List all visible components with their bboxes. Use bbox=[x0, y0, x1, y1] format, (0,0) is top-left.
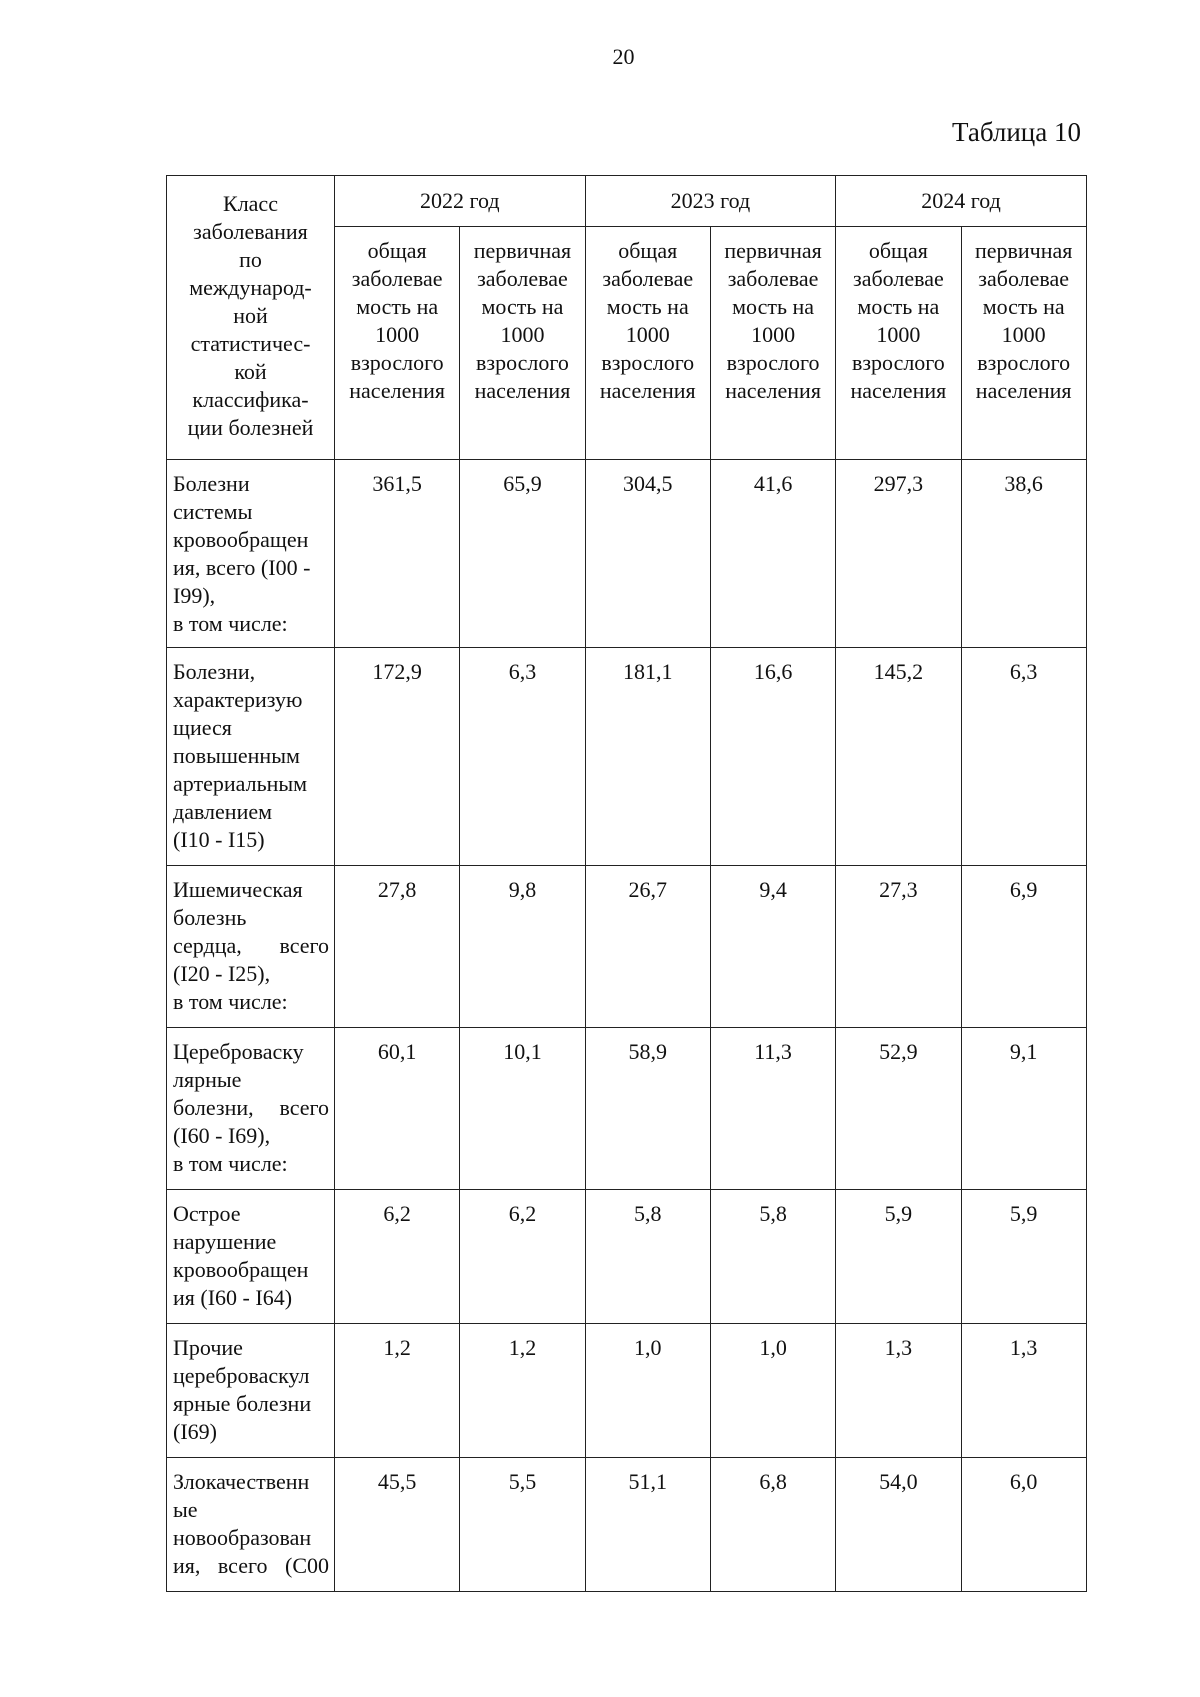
value-cell: 38,6 bbox=[961, 460, 1086, 648]
subheader-line: заболевае bbox=[477, 266, 568, 291]
subheader-primary bbox=[710, 227, 835, 460]
value-cell: 1,3 bbox=[836, 1324, 961, 1458]
row-label-line: новообразован bbox=[173, 1525, 312, 1550]
row-label bbox=[167, 1324, 335, 1458]
row-label-line: повышенным bbox=[173, 743, 300, 768]
subheader-line: взрослого bbox=[601, 350, 695, 375]
subheader-line: первичная bbox=[974, 238, 1073, 263]
year-header-2023: 2023 год bbox=[585, 176, 836, 227]
subheader-primary bbox=[460, 227, 585, 460]
row-label-line: в том числе: bbox=[173, 611, 288, 636]
value-cell: 65,9 bbox=[460, 460, 585, 648]
row-label-line: I99), bbox=[173, 583, 216, 608]
value-cell: 6,2 bbox=[335, 1190, 460, 1324]
table-row bbox=[167, 1190, 1087, 1324]
subheader-line: 1000 bbox=[876, 322, 921, 347]
row-label-line: в том числе: bbox=[173, 1151, 288, 1176]
row-label bbox=[167, 866, 335, 1028]
table-row bbox=[167, 460, 1087, 648]
value-cell: 58,9 bbox=[585, 1028, 710, 1190]
row-label bbox=[167, 1028, 335, 1190]
row-label-line: Болезни, bbox=[173, 659, 256, 684]
subheader-line: населения bbox=[599, 378, 696, 403]
year-header-2024: 2024 год bbox=[836, 176, 1087, 227]
subheader-line: мость на bbox=[481, 294, 564, 319]
row-label-line: Прочие bbox=[173, 1335, 243, 1360]
subheader-line: заболевае bbox=[978, 266, 1070, 291]
row-label-line: ярные болезни bbox=[173, 1391, 312, 1416]
value-cell: 26,7 bbox=[585, 866, 710, 1028]
value-cell: 297,3 bbox=[836, 460, 961, 648]
subheader-line: взрослого bbox=[476, 350, 569, 375]
value-cell: 5,8 bbox=[710, 1190, 835, 1324]
value-cell: 45,5 bbox=[335, 1458, 460, 1592]
class-header-line: статистичес- bbox=[190, 331, 311, 356]
row-label-line: болезнь bbox=[173, 905, 247, 930]
row-label-line: (I69) bbox=[173, 1419, 217, 1444]
value-cell: 51,1 bbox=[585, 1458, 710, 1592]
subheader-line: 1000 bbox=[1001, 322, 1046, 347]
subheader-line: 1000 bbox=[375, 322, 420, 347]
value-cell: 1,2 bbox=[335, 1324, 460, 1458]
table-row bbox=[167, 1324, 1087, 1458]
subheader-line: заболевае bbox=[853, 266, 944, 291]
row-label-line: нарушение bbox=[173, 1229, 277, 1254]
row-label-line: (I10 - I15) bbox=[173, 827, 265, 852]
class-header-line: ции болезней bbox=[187, 415, 314, 440]
value-cell: 9,4 bbox=[710, 866, 835, 1028]
subheader-line: заболевае bbox=[351, 266, 443, 291]
row-label bbox=[167, 1458, 335, 1592]
subheader-line: 1000 bbox=[500, 322, 545, 347]
subheader-line: общая bbox=[618, 238, 678, 263]
value-cell: 1,2 bbox=[460, 1324, 585, 1458]
table-row bbox=[167, 1028, 1087, 1190]
value-cell: 6,2 bbox=[460, 1190, 585, 1324]
subheader-line: 1000 bbox=[625, 322, 670, 347]
year-header-2022: 2022 год bbox=[335, 176, 586, 227]
value-cell: 145,2 bbox=[836, 648, 961, 866]
row-label-line: ия (I60 - I64) bbox=[173, 1285, 293, 1310]
value-cell: 304,5 bbox=[585, 460, 710, 648]
row-label-line: ия, всего (I00 - bbox=[173, 555, 311, 580]
subheader-general bbox=[585, 227, 710, 460]
row-label-line: кровообращен bbox=[173, 527, 309, 552]
row-label-line: щиеся bbox=[173, 715, 232, 740]
header-row-years bbox=[167, 176, 1087, 227]
class-header-line: ной bbox=[233, 303, 268, 328]
subheader-line: населения bbox=[349, 378, 446, 403]
subheader-line: заболевае bbox=[602, 266, 694, 291]
subheader-line: 1000 bbox=[751, 322, 796, 347]
value-cell: 6,0 bbox=[961, 1458, 1086, 1592]
class-header-line: заболевания bbox=[193, 219, 308, 244]
row-label-line: ые bbox=[173, 1497, 198, 1522]
value-cell: 172,9 bbox=[335, 648, 460, 866]
morbidity-table bbox=[166, 175, 1087, 1592]
value-cell: 5,5 bbox=[460, 1458, 585, 1592]
table-row bbox=[167, 866, 1087, 1028]
value-cell: 6,9 bbox=[961, 866, 1086, 1028]
subheader-line: общая bbox=[367, 238, 427, 263]
subheader-line: мость на bbox=[356, 294, 439, 319]
value-cell: 27,3 bbox=[836, 866, 961, 1028]
class-header-line: кой bbox=[234, 359, 267, 384]
class-header-line: международ- bbox=[189, 275, 312, 300]
table-row bbox=[167, 1458, 1087, 1592]
row-label-line: Острое bbox=[173, 1201, 241, 1226]
value-cell: 27,8 bbox=[335, 866, 460, 1028]
row-label-line: Цереброваску bbox=[173, 1039, 304, 1064]
subheader-primary bbox=[961, 227, 1086, 460]
subheader-general bbox=[335, 227, 460, 460]
subheader-line: взрослого bbox=[726, 350, 820, 375]
subheader-line: мость на bbox=[982, 294, 1065, 319]
value-cell: 361,5 bbox=[335, 460, 460, 648]
value-cell: 16,6 bbox=[710, 648, 835, 866]
row-label-line: ия, всего (С00 bbox=[173, 1553, 329, 1578]
row-label-line: цереброваскул bbox=[173, 1363, 310, 1388]
subheader-line: мость на bbox=[857, 294, 940, 319]
subheader-line: общая bbox=[868, 238, 928, 263]
row-label-line: лярные bbox=[173, 1067, 242, 1092]
row-label-line: характеризую bbox=[173, 687, 303, 712]
table-body bbox=[167, 460, 1087, 1592]
page-number: 20 bbox=[612, 44, 635, 69]
class-header-cell bbox=[167, 176, 335, 460]
subheader-line: населения bbox=[725, 378, 821, 403]
subheader-line: населения bbox=[975, 378, 1072, 403]
class-header-line: по bbox=[239, 247, 262, 272]
subheader-line: взрослого bbox=[851, 350, 945, 375]
value-cell: 5,9 bbox=[961, 1190, 1086, 1324]
value-cell: 9,1 bbox=[961, 1028, 1086, 1190]
row-label bbox=[167, 1190, 335, 1324]
value-cell: 41,6 bbox=[710, 460, 835, 648]
subheader-line: взрослого bbox=[350, 350, 444, 375]
table-row bbox=[167, 648, 1087, 866]
value-cell: 11,3 bbox=[710, 1028, 835, 1190]
subheader-line: населения bbox=[474, 378, 571, 403]
subheader-general bbox=[836, 227, 961, 460]
subheader-line: первичная bbox=[724, 238, 822, 263]
row-label-line: (I20 - I25), bbox=[173, 961, 271, 986]
subheader-line: первичная bbox=[473, 238, 572, 263]
value-cell: 5,8 bbox=[585, 1190, 710, 1324]
row-label-line: (I60 - I69), bbox=[173, 1123, 271, 1148]
value-cell: 1,0 bbox=[585, 1324, 710, 1458]
row-label-line: Ишемическая bbox=[173, 877, 303, 902]
value-cell: 9,8 bbox=[460, 866, 585, 1028]
value-cell: 54,0 bbox=[836, 1458, 961, 1592]
row-label-line: кровообращен bbox=[173, 1257, 309, 1282]
table-caption: Таблица 10 bbox=[952, 117, 1081, 147]
row-label-line: болезни, всего bbox=[173, 1095, 329, 1120]
row-label-line: в том числе: bbox=[173, 989, 288, 1014]
row-label-line: системы bbox=[173, 499, 253, 524]
row-label bbox=[167, 648, 335, 866]
class-header-line: классифика- bbox=[192, 387, 309, 412]
value-cell: 1,3 bbox=[961, 1324, 1086, 1458]
subheader-line: заболевае bbox=[727, 266, 819, 291]
value-cell: 6,8 bbox=[710, 1458, 835, 1592]
value-cell: 10,1 bbox=[460, 1028, 585, 1190]
row-label-line: Злокачественн bbox=[173, 1469, 310, 1494]
value-cell: 52,9 bbox=[836, 1028, 961, 1190]
subheader-line: взрослого bbox=[977, 350, 1071, 375]
row-label-line: Болезни bbox=[173, 471, 250, 496]
row-label-line: сердца, всего bbox=[173, 933, 329, 958]
subheader-line: мость на bbox=[732, 294, 815, 319]
value-cell: 60,1 bbox=[335, 1028, 460, 1190]
subheader-line: населения bbox=[850, 378, 947, 403]
value-cell: 181,1 bbox=[585, 648, 710, 866]
value-cell: 6,3 bbox=[460, 648, 585, 866]
value-cell: 6,3 bbox=[961, 648, 1086, 866]
row-label-line: артериальным bbox=[173, 771, 308, 796]
row-label-line: давлением bbox=[173, 799, 273, 824]
subheader-line: мость на bbox=[606, 294, 689, 319]
row-label bbox=[167, 460, 335, 648]
value-cell: 5,9 bbox=[836, 1190, 961, 1324]
value-cell: 1,0 bbox=[710, 1324, 835, 1458]
class-header-line: Класс bbox=[223, 191, 278, 216]
